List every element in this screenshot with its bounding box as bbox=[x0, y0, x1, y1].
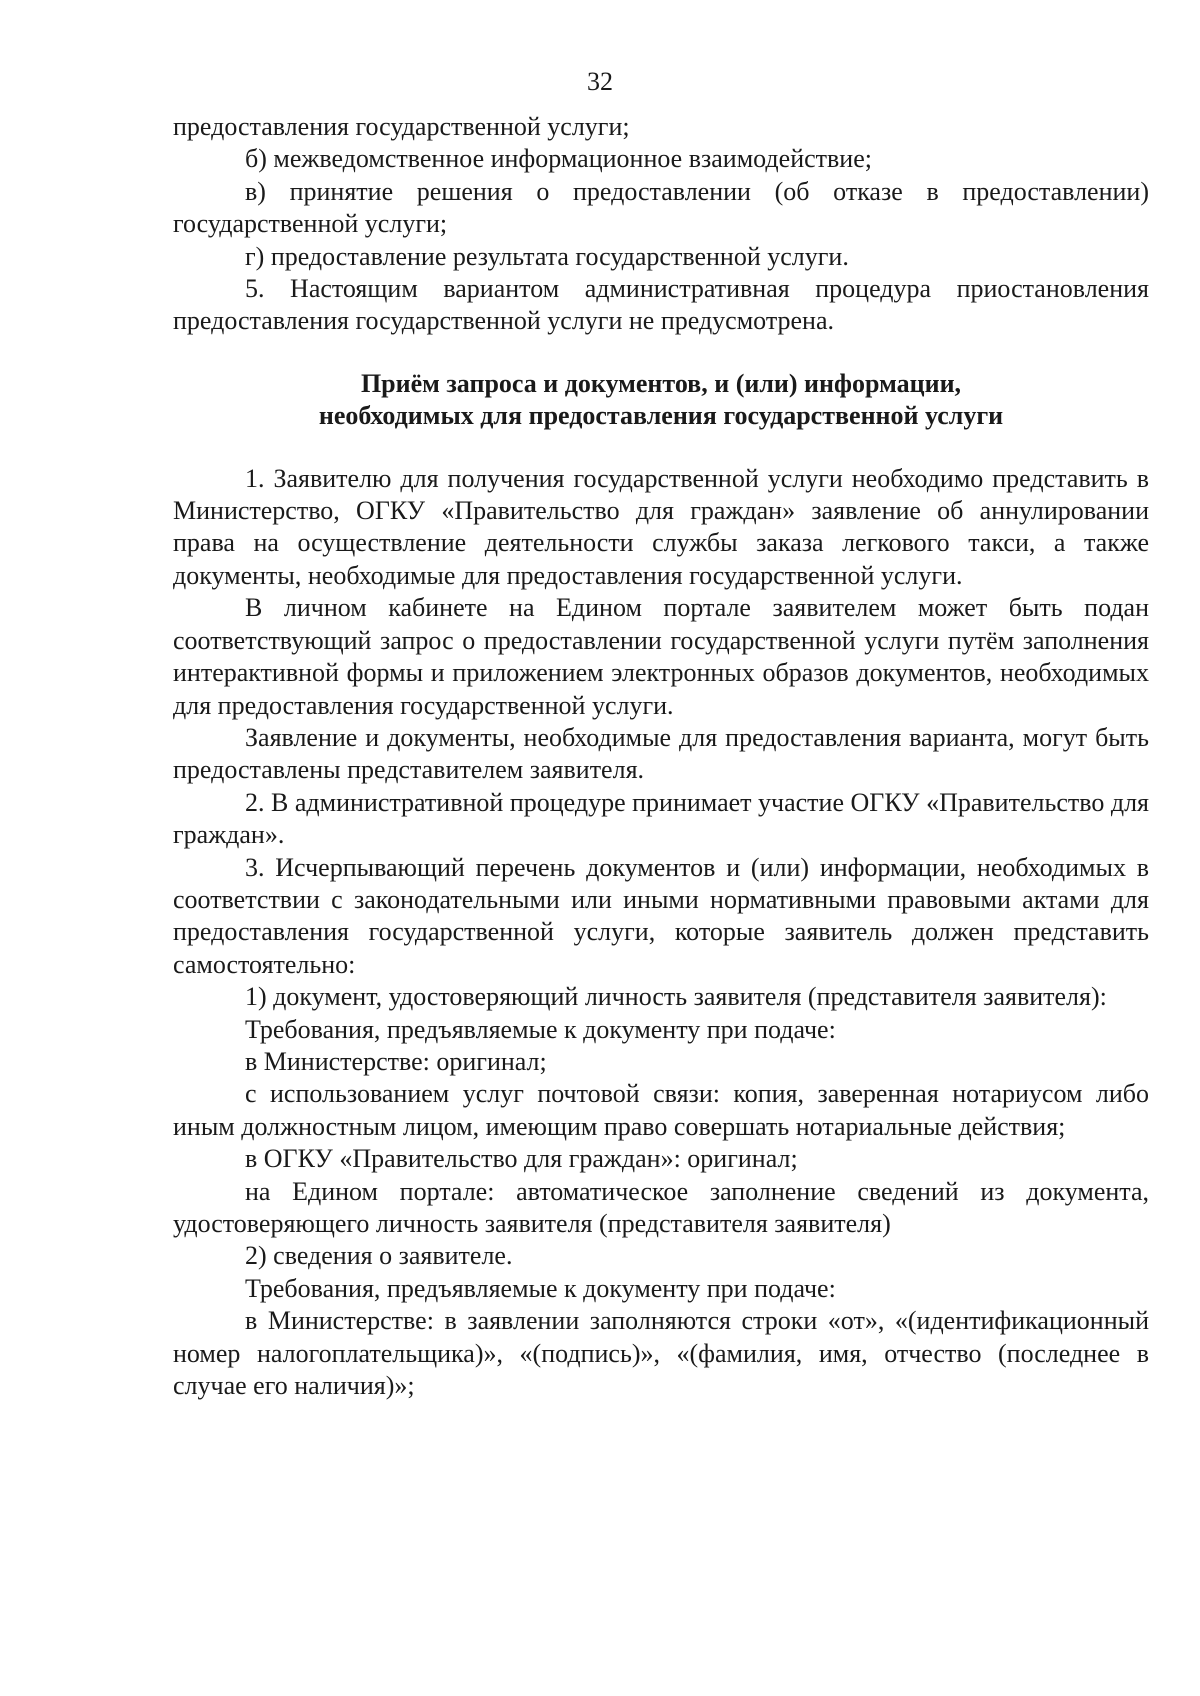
requirements-heading-2: Требования, предъявляемые к документу при подаче: bbox=[245, 1273, 836, 1303]
requirement-ministry-2: в Министерстве: в заявлении заполняются строки «от», «(идентификационный номер налогоплательщика)», «(подпись)», «(фамилия, имя, отчество (последнее в случае его наличия)»; bbox=[173, 1306, 1149, 1401]
document-body bbox=[173, 111, 1149, 1402]
section-heading-line-2: необходимых для предоставления государственной услуги bbox=[318, 401, 1004, 431]
list-item-g: г) предоставление результата государственной услуги. bbox=[245, 241, 849, 271]
list-item-b: б) межведомственное информационное взаимодействие; bbox=[245, 144, 872, 174]
paragraph-item-2: 2. В административной процедуре принимает участие ОГКУ «Правительство для граждан». bbox=[173, 787, 1149, 850]
list-item-v: в) принятие решения о предоставлении (об отказе в предоставлении) государственной услуги; bbox=[173, 176, 1149, 239]
requirement-ogku: в ОГКУ «Правительство для граждан»: оригинал; bbox=[245, 1144, 798, 1174]
subitem-2-applicant-info: 2) сведения о заявителе. bbox=[245, 1241, 513, 1271]
requirement-ministry-1: в Министерстве: оригинал; bbox=[245, 1046, 547, 1076]
page-number: 32 bbox=[587, 67, 613, 96]
requirement-portal: на Едином портале: автоматическое заполнение сведений из документа, удостоверяющего личность заявителя (представителя заявителя) bbox=[173, 1176, 1149, 1238]
paragraph-item-5: 5. Настоящим вариантом административная процедура приостановления предоставления государственной услуги не предусмотрена. bbox=[173, 274, 1149, 336]
paragraph-representative: Заявление и документы, необходимые для предоставления варианта, могут быть предоставлены представителем заявителя. bbox=[173, 722, 1149, 785]
paragraph-item-1: 1. Заявителю для получения государственной услуги необходимо представить в Министерство, ОГКУ «Правительство для граждан» заявление об аннулировании права на осуществление деятельности службы заказа легкового такси, а также документы, необходимые для предоставления государственной услуги. bbox=[173, 463, 1149, 590]
paragraph-continuation: предоставления государственной услуги; bbox=[173, 112, 630, 141]
paragraph-item-3: 3. Исчерпывающий перечень документов и (или) информации, необходимых в соответствии с законодательными или иными нормативными правовыми актами для предоставления государственной услуги, которые заявитель должен представить самостоятельно: bbox=[173, 852, 1149, 979]
requirements-heading-1: Требования, предъявляемые к документу при подаче: bbox=[245, 1014, 836, 1044]
requirement-postal: с использованием услуг почтовой связи: копия, заверенная нотариусом либо иным должностным лицом, имеющим право совершать нотариальные действия; bbox=[173, 1079, 1149, 1141]
subitem-1-identity-document: 1) документ, удостоверяющий личность заявителя (представителя заявителя): bbox=[245, 982, 1107, 1012]
section-heading-line-1: Приём запроса и документов, и (или) информации, bbox=[360, 368, 962, 398]
paragraph-personal-cabinet: В личном кабинете на Едином портале заявителем может быть подан соответствующий запрос о предоставлении государственной услуги путём заполнения интерактивной формы и приложением электронных образов документов, необходимых для предоставления государственной услуги. bbox=[173, 593, 1149, 720]
section-heading bbox=[173, 368, 1149, 433]
